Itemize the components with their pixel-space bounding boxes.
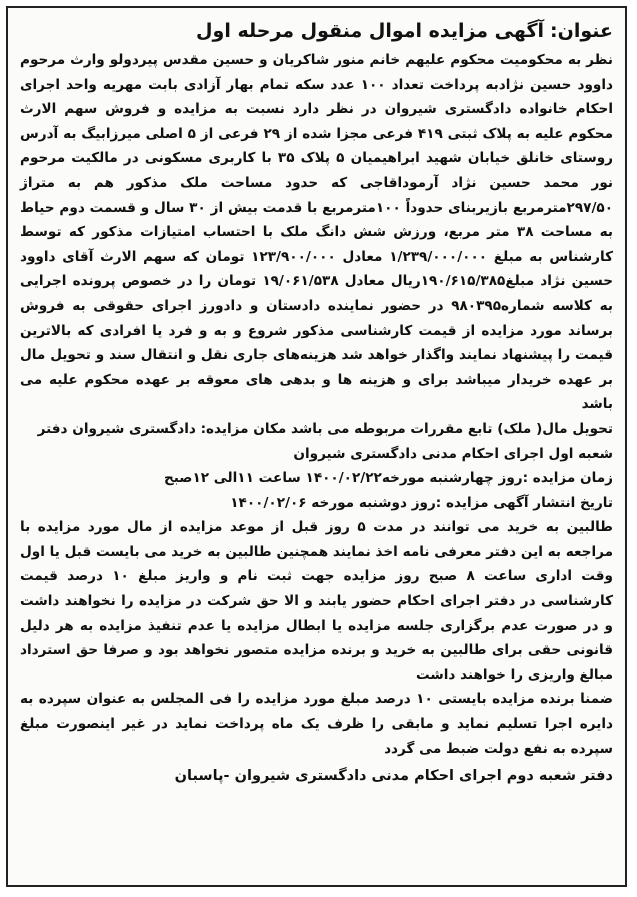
publish-date-line: تاریخ انتشار آگهی مزایده :روز دوشنبه مورخه ۱۴۰۰/۰۲/۰۶ xyxy=(230,494,613,511)
auction-notice xyxy=(6,6,627,887)
delivery-line: تحویل مال( ملک) تابع مقررات مربوطه می باشد مکان مزایده: دادگستری شیروان دفتر xyxy=(37,420,613,437)
title-text: آگهی مزایده اموال منقول مرحله اول xyxy=(196,20,545,42)
auction-time-line: زمان مزایده :روز چهارشنبه مورخه۱۴۰۰/۰۲/۲۲ ساعت ۱۱الی ۱۲صبح xyxy=(163,470,613,487)
notice-title xyxy=(20,18,613,44)
title-label: عنوان: xyxy=(550,20,613,42)
branch-line: شعبه اول اجرای احکام مدنی دادگستری شیروان xyxy=(293,445,613,462)
notice-signature: دفتر شعبه دوم اجرای احکام مدنی دادگستری شیروان -پاسبان xyxy=(174,768,613,785)
bidders-paragraph: طالبین به خرید می توانند در مدت ۵ روز قبل از موعد مزایده از مال مورد مزایده با مراجعه به این دفتر معرفی نامه اخذ نمایند همچنین طالبین به خرید می بایست قبل یا اول وقت اداری ساعت ۸ صبح روز مزایده جهت ثبت نام و واریز مبلغ ۱۰ درصد قیمت کارشناسی در دفتر اجرای احکام حضور یابند و الا حق شرکت در مزایده را نخواهند داشت و در صورت عدم برگزاری جلسه مزایده یا ابطال مزایده یا عدم تنفیذ مزایده به هر دلیل قانونی حقی برای طالبین به خرید و برنده مزایده متصور نخواهد بود و صرفا حق استرداد مبالغ واریزی را خواهند داشت xyxy=(20,519,613,683)
deposit-paragraph: ضمنا برنده مزایده بایستی ۱۰ درصد مبلغ مورد مزایده را فی المجلس به عنوان سپرده به دایره اجرا تسلیم نماید و مابقی را ظرف یک ماه پرداخت نماید در غیر اینصورت مبلغ سپرده به نفع دولت ضبط می گردد xyxy=(20,691,613,757)
main-paragraph: نظر به محکومیت محکوم علیهم خانم منور شاکریان و حسین مقدس پیردولو وارث مرحوم داوود حسین نژادبه پرداخت تعداد ۱۰۰ عدد سکه تمام بهار آزادی بابت مهریه واحد اجرای احکام خانواده دادگستری شیروان در نظر دارد نسبت به مزایده و فروش سهم الارث محکوم علیه به پلاک ثبتی ۴۱۹ فرعی مجزا شده از ۲۹ فرعی از ۵ اصلی میرزابیگ به آدرس روستای خانلق خیابان شهید ابراهیمیان ۵ پلاک ۳۵ با کاربری مسکونی در مالکیت مرحوم نور محمد حسین نژاد آرموداقاجی که حدود مساحت ملک مذکور هم به متراژ ۲۹۷/۵۰مترمربع بازیربنای حدوداً ۱۰۰مترمربع با قدمت بیش از ۳۰ سال و قسمت دوم حیاط به مساحت ۳۸ متر مربع، ورزش شش دانگ ملک با احتساب امتیازات مذکور که توسط کارشناس به مبلغ ۱/۲۳۹/۰۰۰/۰۰۰ معادل ۱۲۳/۹۰۰/۰۰۰ تومان که سهم الارث آقای داوود حسین نژاد مبلغ۱۹۰/۶۱۵/۳۸۵ریال معادل ۱۹/۰۶۱/۵۳۸ تومان را در خصوص پرونده اجرایی به کلاسه شماره۹۸۰۳۹۵ در حضور نماینده دادستان و دادورز اجرای حقوقی به فروش برساند مورد مزایده از قیمت کارشناسی مذکور شروع و به و فرد یا افرادی که بالاترین قیمت را پیشنهاد نمایند واگذار خواهد شد هزینه‌های جاری نقل و انتقال سند و تحویل مال بر عهده خریدار میباشد برای و هزینه ها و بدهی های معوقه بر عهده محکوم علیه می باشد xyxy=(20,52,614,413)
